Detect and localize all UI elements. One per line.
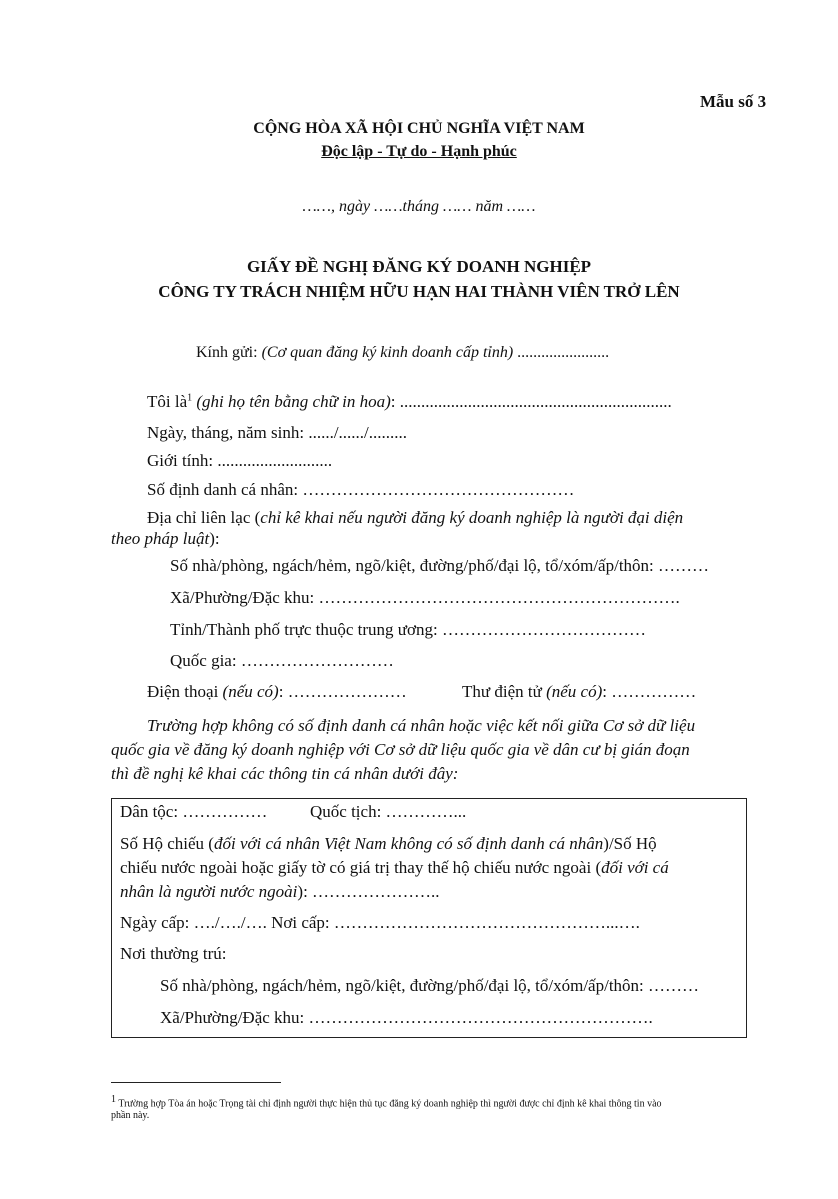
country-field[interactable]: Quốc gia: ……………………… [170, 651, 394, 670]
phone-hint: (nếu có) [222, 682, 279, 701]
residence-ward-field[interactable]: Xã/Phường/Đặc khu: ……………………………………………………. [160, 1008, 653, 1027]
recipient-hint: (Cơ quan đăng ký kinh doanh cấp tỉnh) [261, 344, 514, 361]
footnote-ref: 1 [187, 392, 193, 404]
gender-field[interactable]: Giới tính: ........................... [147, 451, 333, 470]
name-line [147, 392, 672, 412]
email-line [462, 682, 696, 702]
email-label: Thư điện tử [462, 682, 547, 701]
name-label: Tôi là [147, 392, 188, 411]
name-field[interactable]: : ................................................................ [390, 392, 672, 411]
footnote-line-2: phần này. [111, 1110, 150, 1121]
passport-3a: nhân là người nước ngoài [120, 882, 298, 901]
footnote-text: Trường hợp Tòa án hoặc Trọng tài chỉ định người thực hiện thủ tục đăng ký doanh nghiệp thì người được chỉ định kê khai thông tin vào [116, 1098, 662, 1110]
ward-field[interactable]: Xã/Phường/Đặc khu: ………………………………………………………. [170, 588, 680, 607]
id-number-field[interactable]: Số định danh cá nhân: ………………………………………… [147, 480, 575, 499]
note-line-1: Trường hợp không có số định danh cá nhân hoặc việc kết nối giữa Cơ sở dữ liệu [147, 716, 696, 735]
address-end: ): [209, 529, 220, 548]
dob-field[interactable]: Ngày, tháng, năm sinh: ....../....../......... [147, 423, 408, 442]
phone-line [147, 682, 407, 702]
motto: Độc lập - Tự do - Hạnh phúc [321, 143, 517, 160]
phone-field[interactable]: : ………………… [278, 682, 407, 701]
form-number: Mẫu số 3 [700, 92, 767, 111]
recipient-line [196, 344, 609, 362]
residence-street-field[interactable]: Số nhà/phòng, ngách/hẻm, ngõ/kiệt, đường/phố/đại lộ, tổ/xóm/ấp/thôn: ……… [160, 976, 700, 995]
recipient-label: Kính gửi: [196, 344, 262, 361]
recipient-dots[interactable]: ....................... [513, 344, 610, 361]
note-line-3: thì đề nghị kê khai các thông tin cá nhân dưới đây: [111, 764, 459, 783]
address-hint-2: theo pháp luật [111, 529, 210, 548]
passport-2b: đối với cá [601, 858, 669, 877]
issue-field[interactable]: Ngày cấp: …./…./…. Nơi cấp: …………………………………………...…. [120, 913, 640, 932]
phone-label: Điện thoại [147, 682, 223, 701]
passport-line-3 [120, 882, 440, 902]
country-name: CỘNG HÒA XÃ HỘI CHỦ NGHĨA VIỆT NAM [253, 120, 585, 137]
passport-line-2 [120, 858, 669, 878]
nationality-field[interactable]: Quốc tịch: …………... [310, 802, 467, 821]
address-hint: chỉ kê khai nếu người đăng ký doanh nghiệp là người đại diện [260, 508, 684, 527]
date-line: ……, ngày ……tháng …… năm …… [302, 198, 536, 215]
passport-field[interactable]: ): ………………….. [297, 882, 440, 901]
passport-1c: )/Số Hộ [603, 834, 657, 853]
address-label-line [147, 508, 683, 528]
email-hint: (nếu có) [546, 682, 603, 701]
email-field[interactable]: : …………… [602, 682, 697, 701]
motto-wrap [0, 143, 838, 161]
residence-label: Nơi thường trú: [120, 944, 227, 963]
passport-1a: Số Hộ chiếu ( [120, 834, 214, 853]
address-label: Địa chỉ liên lạc ( [147, 508, 261, 527]
passport-line-1 [120, 834, 657, 854]
ethnicity-field[interactable]: Dân tộc: …………… [120, 802, 268, 821]
name-hint: (ghi họ tên bằng chữ in hoa) [192, 392, 391, 411]
address-label-line2 [111, 529, 220, 549]
form-title-line2: CÔNG TY TRÁCH NHIỆM HỮU HẠN HAI THÀNH VIÊN TRỞ LÊN [158, 282, 680, 301]
passport-1b: đối với cá nhân Việt Nam không có số định danh cá nhân [213, 834, 604, 853]
province-field[interactable]: Tỉnh/Thành phố trực thuộc trung ương: ……………………………… [170, 620, 646, 639]
footnote-divider [111, 1082, 281, 1083]
passport-2a: chiếu nước ngoài hoặc giấy tờ có giá trị thay thế hộ chiếu nước ngoài ( [120, 858, 602, 877]
footnote-line-1 [111, 1093, 662, 1111]
note-line-2: quốc gia về đăng ký doanh nghiệp với Cơ sở dữ liệu quốc gia về dân cư bị gián đoạn [111, 740, 690, 759]
footnote-number: 1 [111, 1094, 116, 1105]
form-title-line1: GIẤY ĐỀ NGHỊ ĐĂNG KÝ DOANH NGHIỆP [246, 257, 592, 276]
street-field[interactable]: Số nhà/phòng, ngách/hẻm, ngõ/kiệt, đường/phố/đại lộ, tổ/xóm/ấp/thôn: ……… [170, 556, 710, 575]
